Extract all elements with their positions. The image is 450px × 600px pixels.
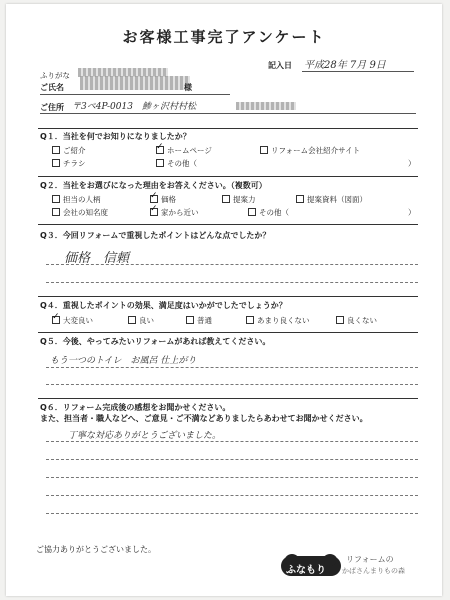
checked-box-icon — [150, 208, 158, 216]
checkbox-icon — [156, 159, 164, 167]
address-label: ご住所 — [40, 103, 64, 112]
q3-answer: 価格 信頼 — [64, 251, 130, 266]
q6-text-line2: また、担当者・職人などへ、ご意見・ご不満などありましたらあわせてお聞かせください。 — [40, 414, 368, 423]
name-suffix: 様 — [184, 83, 192, 92]
company-logo — [280, 550, 342, 580]
checkbox-icon — [296, 195, 304, 203]
q4-option-very-good[interactable]: ✓大変良い — [52, 315, 93, 326]
checkbox-icon — [246, 316, 254, 324]
checkbox-icon — [222, 195, 230, 203]
entry-date-value: 平成28年 7月 9日 — [304, 60, 386, 71]
q6-answer: 丁寧な対応ありがとうございました。 — [68, 431, 222, 441]
q2-other-close: ） — [408, 208, 416, 217]
survey-form — [6, 4, 442, 596]
redacted-address — [236, 102, 296, 110]
q1-option-reform-site[interactable]: リフォーム会社紹介サイト — [260, 145, 360, 156]
q4-option-not-good[interactable]: あまり良くない — [246, 315, 310, 326]
q3-text: Q３．今回リフォームで重視したポイントはどんな点でしたか？ — [40, 231, 271, 240]
checkbox-icon — [248, 208, 256, 216]
q4-option-average[interactable]: 普通 — [186, 315, 212, 326]
logo-tagline2: かばさんまりもの森 — [342, 567, 405, 575]
checkbox-icon — [52, 208, 60, 216]
q1-option-other[interactable]: その他（ — [156, 158, 197, 169]
q5-text: Q５．今後、やってみたいリフォームがあれば教えてください。 — [40, 337, 271, 346]
q1-option-flyer[interactable]: チラシ — [52, 158, 86, 169]
q4-option-good[interactable]: 良い — [128, 315, 154, 326]
q1-other-close: ） — [408, 159, 416, 168]
redacted-name — [80, 76, 190, 90]
thanks-footer: ご協力ありがとうございました。 — [36, 545, 156, 554]
q2-option-staff[interactable]: 担当の人柄 — [52, 194, 101, 205]
checkbox-icon — [336, 316, 344, 324]
checkbox-icon — [52, 159, 60, 167]
name-label: ご氏名 — [40, 83, 64, 92]
address-value: 〒3ペ4P-0013 鯵ヶ沢村村松 — [72, 102, 196, 112]
q1-text: Q１．当社を何でお知りになりましたか？ — [40, 132, 191, 141]
checkbox-icon — [128, 316, 136, 324]
logo-text: ふなもり — [286, 565, 326, 576]
logo-tagline1: リフォームの — [346, 555, 394, 564]
checked-box-icon — [156, 146, 164, 154]
q2-option-proposal[interactable]: 提案力 — [222, 194, 256, 205]
q4-text: Q４．重視したポイントの効果、満足度はいかがでしたでしょうか？ — [40, 301, 287, 310]
checked-box-icon — [150, 195, 158, 203]
checked-box-icon — [52, 316, 60, 324]
q2-option-price[interactable]: ✓ 価格 — [150, 194, 176, 205]
checkbox-icon — [186, 316, 194, 324]
q2-option-reputation[interactable]: 会社の知名度 — [52, 207, 108, 218]
checkbox-icon — [260, 146, 268, 154]
q2-option-documents[interactable]: 提案資料（図面） — [296, 194, 367, 205]
q5-answer: もう一つのトイレ お風呂 仕上がり — [50, 356, 197, 366]
q4-option-bad[interactable]: 良くない — [336, 315, 377, 326]
furigana-label: ふりがな — [40, 71, 70, 80]
q2-text: Q２．当社をお選びになった理由をお答えください。（複数可） — [40, 181, 267, 190]
q1-option-referral[interactable]: ご紹介 — [52, 145, 86, 156]
form-title: お客様工事完了アンケート — [122, 28, 326, 46]
checkbox-icon — [52, 146, 60, 154]
checkbox-icon — [52, 195, 60, 203]
q1-option-homepage[interactable]: ✓ ホームページ — [156, 145, 212, 156]
q2-option-nearby[interactable]: ✓ 家から近い — [150, 207, 199, 218]
q6-text-line1: Q６．リフォーム完成後の感想をお聞かせください。 — [40, 403, 231, 412]
entry-date-label: 記入日 — [268, 61, 292, 70]
q2-option-other[interactable]: その他（ — [248, 207, 289, 218]
